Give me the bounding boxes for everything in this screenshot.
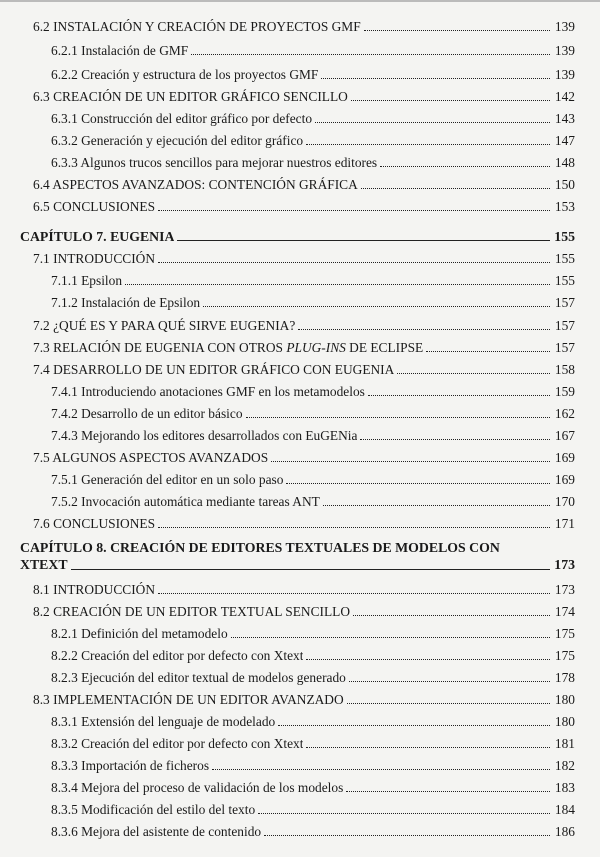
page-number: 170 [554, 494, 575, 509]
toc-entry [51, 643, 575, 663]
leader-dots [351, 100, 550, 101]
toc-entry [51, 38, 575, 58]
toc-entry [51, 62, 575, 82]
page-number: 180 [554, 692, 575, 707]
leader-dots [246, 417, 550, 418]
leader-dots [203, 306, 550, 307]
leader-dots [360, 439, 550, 440]
leader-dots [353, 615, 550, 616]
toc-entry-title: 8.2.2 Creación del editor por defecto con Xtext [51, 648, 304, 663]
page-number: 182 [554, 758, 575, 773]
leader-dots [321, 78, 550, 79]
page-number: 157 [554, 318, 575, 333]
chapter-8-page-number: 173 [554, 557, 575, 572]
leader-dots [177, 240, 550, 241]
page-number: 155 [554, 273, 575, 288]
leader-dots [306, 144, 550, 145]
page-number: 155 [554, 251, 575, 266]
toc-entry [51, 797, 575, 817]
leader-dots [368, 395, 550, 396]
toc-entry-title: 8.3.2 Creación del editor por defecto con Xtext [51, 736, 304, 751]
toc-entry-title: 8.3.6 Mejora del asistente de contenido [51, 824, 262, 839]
toc-entry-title: 8.1 INTRODUCCIÓN [33, 582, 155, 597]
toc-entry-title: 8.2.1 Definición del metamodelo [51, 626, 228, 641]
leader-dots [380, 166, 550, 167]
page-number: 143 [554, 111, 575, 126]
toc-entry-title: 6.3 CREACIÓN DE UN EDITOR GRÁFICO SENCILLO [33, 89, 348, 104]
chapter-heading [20, 224, 575, 244]
leader-dots [158, 593, 550, 594]
toc-entry-title-part: 7.3 RELACIÓN DE EUGENIA CON OTROS [33, 340, 287, 355]
page-number: 155 [554, 229, 575, 244]
leader-dots [364, 30, 550, 31]
page-number: 173 [554, 582, 575, 597]
toc-entry [51, 401, 575, 421]
toc-entry-title: 7.5.2 Invocación automática mediante tareas ANT [51, 494, 320, 509]
toc-entry-title: 6.2 INSTALACIÓN Y CREACIÓN DE PROYECTOS GMF [33, 19, 361, 34]
toc-entry [33, 246, 575, 266]
toc-entry-title: 7.4.3 Mejorando los editores desarrollados con EuGENia [51, 428, 358, 443]
toc-entry-title: 7.2 ¿QUÉ ES Y PARA QUÉ SIRVE EUGENIA? [33, 318, 296, 333]
toc-entry [33, 14, 575, 34]
leader-dots [315, 122, 550, 123]
toc-entry-title: 6.2.1 Instalación de GMF [51, 43, 189, 58]
toc-entry [51, 290, 575, 310]
toc-entry-title: 6.2.2 Creación y estructura de los proyectos GMF [51, 67, 319, 82]
page-number: 169 [554, 450, 575, 465]
toc-entry-title: 7.1.1 Epsilon [51, 273, 123, 288]
page-number: 175 [554, 648, 575, 663]
toc-entry-title: 7.1 INTRODUCCIÓN [33, 251, 155, 266]
toc-entry [33, 511, 575, 531]
leader-dots [231, 637, 550, 638]
toc-entry [33, 577, 575, 597]
page-number: 139 [554, 67, 575, 82]
toc-entry-title: 6.4 ASPECTOS AVANZADOS: CONTENCIÓN GRÁFICA [33, 177, 358, 192]
page-number: 184 [554, 802, 575, 817]
toc-entry [33, 313, 575, 333]
toc-entry [51, 753, 575, 773]
leader-dots [212, 769, 550, 770]
leader-dots [258, 813, 550, 814]
page-number: 178 [554, 670, 575, 685]
leader-dots [158, 527, 550, 528]
leader-dots [158, 262, 550, 263]
toc-entry-title: 7.4 DESARROLLO DE UN EDITOR GRÁFICO CON EUGENIA [33, 362, 395, 377]
chapter-8-title-line1: CAPÍTULO 8. CREACIÓN DE EDITORES TEXTUALES DE MODELOS CON [20, 540, 500, 555]
page-number: 142 [554, 89, 575, 104]
toc-entry [51, 775, 575, 795]
toc-entry-title: 8.3.5 Modificación del estilo del texto [51, 802, 256, 817]
chapter-8-title-line2: XTEXT [20, 557, 68, 572]
toc-entry-title: 8.3.3 Importación de ficheros [51, 758, 210, 773]
toc-entry-title: 8.3.4 Mejora del proceso de validación de los modelos [51, 780, 344, 795]
leader-dots [125, 284, 550, 285]
page-number: 159 [554, 384, 575, 399]
leader-dots [306, 747, 550, 748]
toc-entry [51, 128, 575, 148]
page-number: 169 [554, 472, 575, 487]
toc-entry [51, 106, 575, 126]
toc-entry-title: 8.2 CREACIÓN DE UN EDITOR TEXTUAL SENCILLO [33, 604, 351, 619]
toc-entry-title: 8.2.3 Ejecución del editor textual de modelos generado [51, 670, 346, 685]
toc-entry [51, 709, 575, 729]
toc-entry-title: 8.3.1 Extensión del lenguaje de modelado [51, 714, 276, 729]
toc-entry-title [33, 340, 423, 355]
page-number: 183 [554, 780, 575, 795]
toc-entry-title: 6.3.1 Construcción del editor gráfico por defecto [51, 111, 313, 126]
leader-dots [323, 505, 550, 506]
leader-dots [286, 483, 550, 484]
toc-entry [51, 379, 575, 399]
page-number: 174 [554, 604, 575, 619]
toc-entry-title-part: DE ECLIPSE [345, 340, 424, 355]
leader-dots [347, 703, 550, 704]
page-number: 186 [554, 824, 575, 839]
page-number: 167 [554, 428, 575, 443]
page-number: 147 [554, 133, 575, 148]
toc-entry [51, 731, 575, 751]
leader-dots [191, 54, 550, 55]
toc-entry-title: 7.5 ALGUNOS ASPECTOS AVANZADOS [33, 450, 269, 465]
page-top-edge [0, 0, 600, 2]
page-number: 171 [554, 516, 575, 531]
page-number: 175 [554, 626, 575, 641]
chapter-8-heading [20, 539, 575, 573]
leader-dots [349, 681, 550, 682]
toc-entry [33, 599, 575, 619]
leader-dots [426, 351, 550, 352]
toc-entry-title: 6.3.3 Algunos trucos sencillos para mejorar nuestros editores [51, 155, 378, 170]
page-number: 158 [554, 362, 575, 377]
page-number: 153 [554, 199, 575, 214]
chapter-8-title-line2-row [20, 556, 575, 573]
leader-dots [271, 461, 550, 462]
toc-entry-title: 7.6 CONCLUSIONES [33, 516, 156, 531]
page-number: 157 [554, 340, 575, 355]
page-number: 148 [554, 155, 575, 170]
toc-entry-title: 8.3 IMPLEMENTACIÓN DE UN EDITOR AVANZADO [33, 692, 344, 707]
toc-entry [51, 423, 575, 443]
toc-entry-title: 7.5.1 Generación del editor en un solo paso [51, 472, 284, 487]
page-number: 157 [554, 295, 575, 310]
toc-entry [51, 150, 575, 170]
toc-entry [33, 172, 575, 192]
toc-entry [33, 335, 575, 355]
toc-entry-title: 7.4.1 Introduciendo anotaciones GMF en los metamodelos [51, 384, 365, 399]
page-number: 162 [554, 406, 575, 421]
leader-dots [278, 725, 550, 726]
page-number: 181 [554, 736, 575, 751]
leader-dots [306, 659, 550, 660]
toc-entry-title: 7.4.2 Desarrollo de un editor básico [51, 406, 243, 421]
leader-dots [361, 188, 550, 189]
toc-entry [51, 665, 575, 685]
toc-entry-title: CAPÍTULO 7. EUGENIA [20, 229, 175, 244]
toc-entry [51, 268, 575, 288]
toc-entry [51, 467, 575, 487]
toc-entry [33, 194, 575, 214]
toc-entry-title: 6.5 CONCLUSIONES [33, 199, 156, 214]
toc-entry [51, 489, 575, 509]
leader-dots [264, 835, 550, 836]
leader-dots [71, 569, 550, 570]
toc-entry [33, 84, 575, 104]
leader-dots [397, 373, 550, 374]
toc-entry [33, 687, 575, 707]
toc-entry [33, 357, 575, 377]
leader-dots [298, 329, 550, 330]
page-number: 139 [554, 43, 575, 58]
toc-entry-title: 6.3.2 Generación y ejecución del editor gráfico [51, 133, 304, 148]
toc-entry-title: 7.1.2 Instalación de Epsilon [51, 295, 201, 310]
page-number: 139 [554, 19, 575, 34]
toc-entry-title-italic: PLUG-INS [286, 340, 346, 355]
page-number: 150 [554, 177, 575, 192]
toc-entry [33, 445, 575, 465]
leader-dots [346, 791, 550, 792]
toc-entry [51, 819, 575, 839]
leader-dots [158, 210, 550, 211]
toc-entry [51, 621, 575, 641]
page-number: 180 [554, 714, 575, 729]
